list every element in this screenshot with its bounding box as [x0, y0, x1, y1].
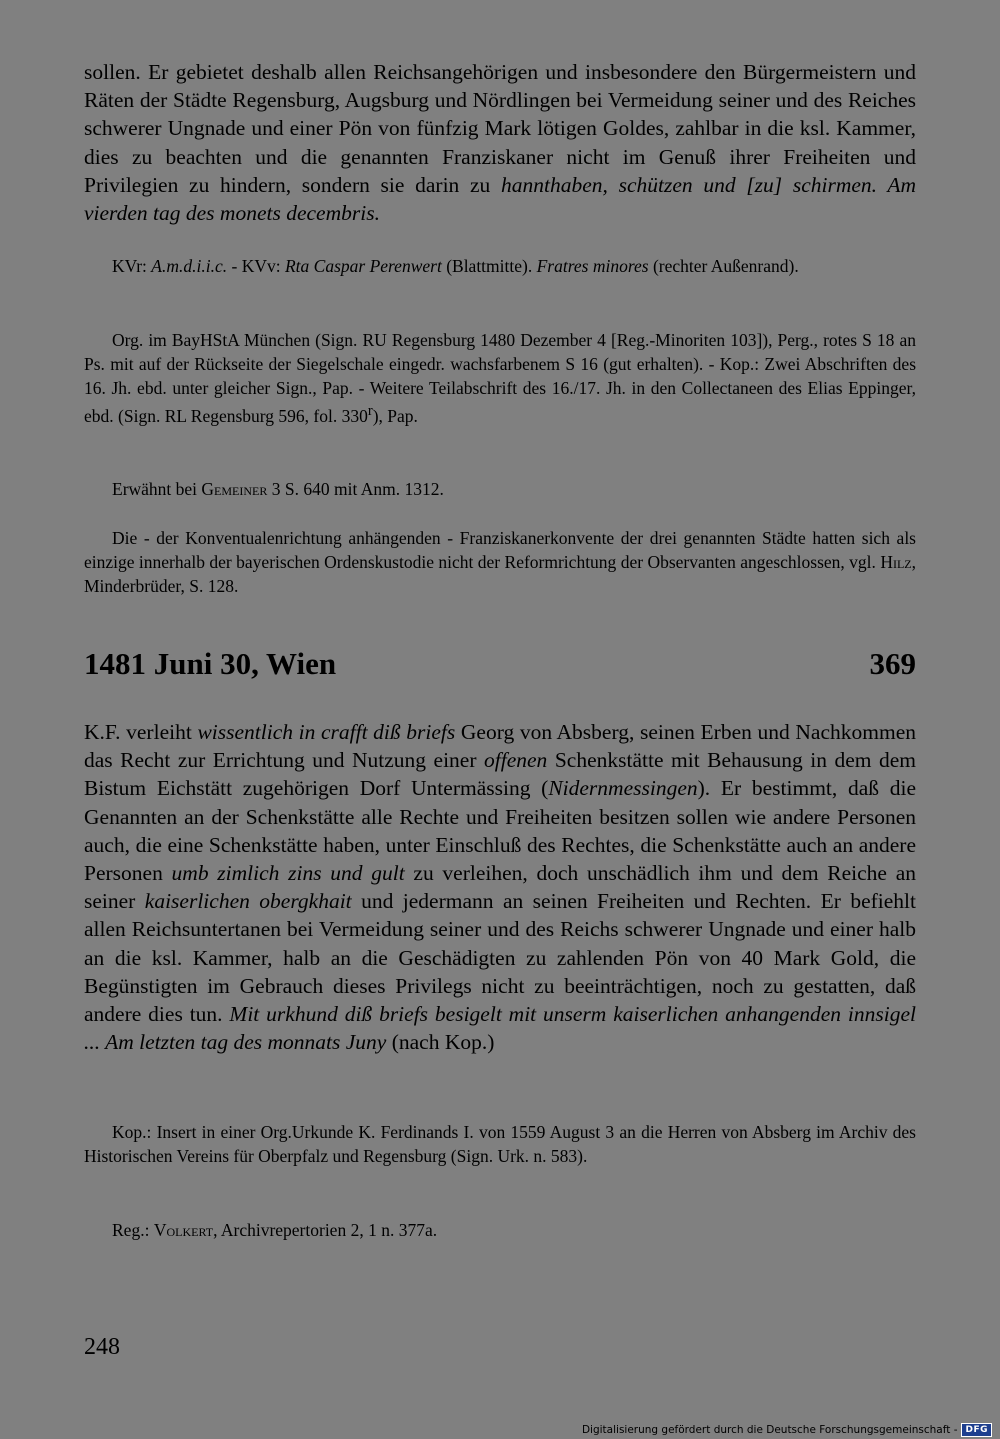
author-name: Volkert [153, 1220, 214, 1240]
note-text: , Minderbrüder, S. 128. [84, 551, 916, 596]
kvr-value: A.m.d.i.i.c. [151, 256, 228, 276]
quoted-text: hannthaben, schützen und [zu] schirmen. Am vierden tag des monets decembris. [84, 172, 916, 226]
note-erwaehnt [84, 478, 916, 502]
quoted-text: kaiserlichen obergkhait [144, 889, 352, 914]
paragraph-text: Schenkstätte mit Behausung in dem dem Bistum Eichstätt zugehörigen Dorf Untermässing ( [84, 748, 916, 801]
note-kvr [84, 255, 916, 279]
note-text: KVr: [112, 256, 152, 276]
note-original [84, 329, 916, 429]
quoted-text: umb zimlich zins und gult [171, 861, 405, 886]
note-kopie [84, 1121, 916, 1169]
note-text: Org. im BayHStA München (Sign. RU Regensburg 1480 Dezember 4 [Reg.-Minoriten 103]), Perg., rotes S 18 an Ps. mit auf der Rückseite der Siegelschale eingedr. wachsfarbenem S 16 (gut erhalten). - Kop.: Zwei Abschriften des 16. Jh. ebd. unter gleicher Sign., Pap. - Weitere Teilabschrift des 16./17. Jh. in den Collectaneen des Elias Eppinger, ebd. (Sign. RL Regensburg 596, fol. 330 [84, 330, 916, 427]
note-text: (rechter Außenrand). [648, 256, 799, 276]
main-paragraph [84, 718, 916, 1056]
kvv-value: Rta Caspar Perenwert [284, 256, 442, 276]
dfg-logo-icon: DFG [961, 1423, 992, 1437]
note-text: (Blattmitte). [441, 256, 537, 276]
paragraph-text: und jedermann an seinen Freiheiten und Rechten. Er befiehlt allen Reichsuntertanen bei Vermeidung seiner und des Reichs schwerer Ungnade und einer halb an die ksl. Kammer, halb an die Geschädigten zu zahlenden Pön von 40 Mark Gold, die Begünstigten im Gebrauch dieses Privilegs nicht zu beeinträchtigen, noch zu gestatten, daß andere dies tun. [84, 889, 916, 1027]
superscript: r [367, 403, 373, 420]
paragraph-text: sollen. Er gebietet deshalb allen Reichsangehörigen und insbesondere den Bürgermeistern und Räten der Städte Regensburg, Augsburg und Nördlingen bei Vermeidung seiner und des Reiches schwerer Ungnade und einer Pön von fünfzig Mark lötigen Goldes, zahlbar in die ksl. Kammer, dies zu beachten und die genannten Franziskaner nicht im Genuß ihrer Freiheiten und Privilegien zu hindern, sondern sie darin zu [84, 60, 916, 197]
page-number: 248 [84, 1334, 120, 1360]
entry-number: 369 [869, 646, 916, 681]
entry-heading [84, 646, 916, 682]
fratres-text: Fratres minores [536, 256, 649, 276]
paragraph-text: K.F. verleiht [84, 720, 198, 744]
author-name: Gemeiner [201, 479, 268, 499]
note-regest [84, 1219, 916, 1243]
footer-text: Digitalisierung gefördert durch die Deutsche Forschungsgemeinschaft - [581, 1424, 958, 1436]
paragraph-text: (nach Kop.) [386, 1030, 495, 1055]
top-paragraph [84, 58, 916, 227]
note-text: 3 S. 640 mit Anm. 1312. [267, 479, 444, 499]
note-text: Kop.: Insert in einer Org.Urkunde K. Ferdinands I. von 1559 August 3 an die Herren von Absberg im Archiv des Historischen Vereins für Oberpfalz und Regensburg (Sign. Urk. n. 583). [84, 1122, 916, 1166]
paragraph-text: ). Er bestimmt, daß die Genannten an der Schenkstätte alle Rechte und Freiheiten besitzen sollen wie andere Personen auch, die eine Schenkstätte haben, unter Einschluß des Rechtes, die Schenkstätte auch an andere Personen [84, 776, 916, 886]
paragraph-text: Georg von Absberg, seinen Erben und Nachkommen das Recht zur Errichtung und Nutzung einer [84, 720, 916, 773]
quoted-text: Mit urkhund diß briefs besigelt mit unserm kaiserlichen anhangenden innsigel ... Am letzten tag des monnats Juny [84, 1002, 916, 1055]
entry-date-place: 1481 Juni 30, Wien [84, 646, 337, 681]
paragraph-text: zu verleihen, doch unschädlich ihm und dem Reiche an seiner [84, 861, 916, 914]
quoted-text: wissentlich in crafft diß briefs [197, 720, 456, 744]
note-konvent [84, 527, 916, 598]
quoted-text: offenen [484, 748, 548, 773]
note-text: - KVv: [227, 256, 285, 276]
note-text: Die - der Konventualenrichtung anhängenden - Franziskanerkonvente der drei genannten Städte hatten sich als einzige innerhalb der bayerischen Ordenskustodie nicht der Reformrichtung der Observanten angeschlossen, vgl. [84, 528, 916, 572]
note-text: ), Pap. [372, 406, 418, 427]
note-text: Erwähnt bei [112, 479, 202, 499]
note-text: Reg.: [112, 1220, 154, 1240]
quoted-text: Nidernmessingen [548, 776, 698, 801]
note-text: , Archivrepertorien 2, 1 n. 377a. [213, 1220, 438, 1240]
author-name: Hilz [880, 551, 912, 572]
footer-credit [582, 1423, 992, 1437]
